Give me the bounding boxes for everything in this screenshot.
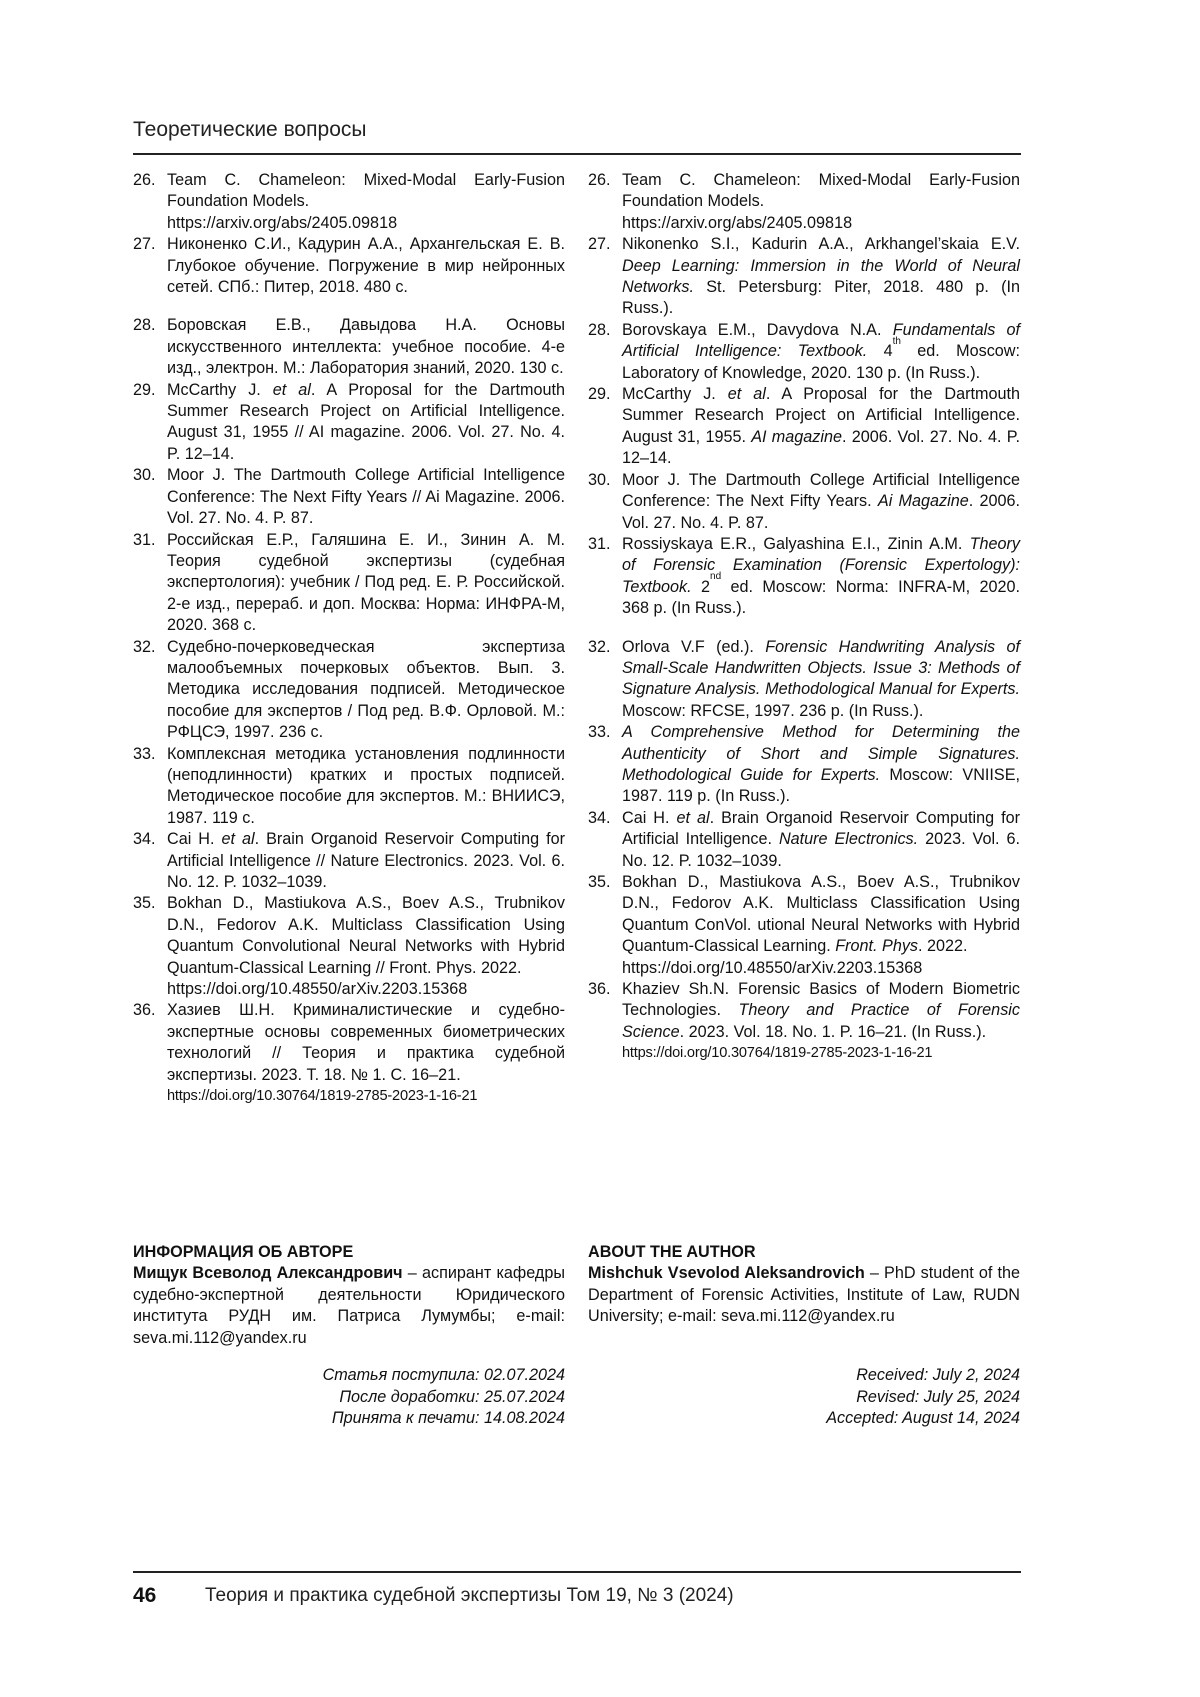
reference-text: Team C. Chameleon: Mixed-Modal Early-Fusion Foundation Models. bbox=[622, 171, 1020, 211]
reference-item bbox=[133, 530, 565, 637]
reference-number: 35. bbox=[133, 894, 156, 913]
reference-item bbox=[133, 380, 565, 466]
author-details: – PhD student of the Department of Forensic Activities, Institute of Law, RUDN University; e-mail: seva.mi.112@yandex.ru bbox=[588, 1264, 1020, 1326]
reference-text: 2023. Vol. 6. No. 12. P. 1032–1039. bbox=[622, 830, 1020, 870]
running-header: Теоретические вопросы bbox=[133, 118, 367, 141]
revised-date: Revised: July 25, 2024 bbox=[856, 1387, 1020, 1406]
article-dates-english bbox=[588, 1365, 1020, 1430]
journal-title: Теория и практика судебной экспертизы Том 19, № 3 (2024) bbox=[205, 1585, 734, 1606]
author-info-english bbox=[588, 1242, 1020, 1328]
reference-number: 32. bbox=[133, 637, 156, 656]
reference-text: Bokhan D., Mastiukova A.S., Boev A.S., Trubnikov D.N., Fedorov A.K. Multiclass Classification Using Quantum Convolutional Neural Networks with Hybrid Quantum-Classical Learning // Front. Phys. 2022. bbox=[167, 894, 565, 977]
reference-text: Bokhan D., Mastiukova A.S., Boev A.S., Trubnikov D.N., Fedorov A.K. Multiclass Classification Using Quantum ConVol. utional Neural Networks with Hybrid Quantum-Classical Learning. bbox=[622, 873, 1020, 956]
reference-link[interactable]: https://arxiv.org/abs/2405.09818 bbox=[167, 213, 398, 232]
reference-number: 30. bbox=[588, 470, 611, 489]
reference-text: . Brain Organoid Reservoir Computing for Artificial Intelligence. bbox=[622, 808, 1020, 849]
reference-item bbox=[588, 722, 1020, 808]
reference-link[interactable]: https://arxiv.org/abs/2405.09818 bbox=[622, 213, 853, 232]
reference-item bbox=[588, 384, 1020, 470]
reference-italic-text: et al bbox=[727, 385, 766, 404]
reference-item bbox=[588, 234, 1020, 320]
reference-text: Nikonenko S.I., Kadurin A.A., Arkhangel’skaia E.V. bbox=[622, 235, 1020, 254]
reference-text: Borovskaya E.M., Davydova N.A. bbox=[622, 320, 893, 339]
reference-italic-text: Theory of Forensic Examination (Forensic Expertology): Textbook. bbox=[622, 534, 1020, 596]
reference-text: Moor J. The Dartmouth College Artificial Intelligence Conference: The Next Fifty Years. bbox=[622, 470, 1020, 511]
reference-item bbox=[133, 465, 565, 529]
author-name: Мищук Всеволод Александрович bbox=[133, 1264, 403, 1283]
reference-text: Комплексная методика установления подлинности (неподлинности) кратких и простых подписей. Методическое пособие для экспертов. М.: ВНИИСЭ, 1987. 119 с. bbox=[167, 744, 565, 827]
reference-text: St. Petersburg: Piter, 2018. 480 p. (In Russ.). bbox=[622, 278, 1020, 318]
accepted-date: Accepted: August 14, 2024 bbox=[826, 1409, 1020, 1428]
reference-text: . 2006. Vol. 27. No. 4. P. 12–14. bbox=[622, 427, 1021, 468]
reference-item bbox=[133, 893, 565, 1000]
accepted-date: Принята к печати: 14.08.2024 bbox=[331, 1409, 565, 1428]
reference-text: . Brain Organoid Reservoir Computing for Artificial Intelligence // Nature Electronics. 2023. Vol. 6. No. 12. P. 1032–1039. bbox=[167, 830, 565, 891]
reference-number: 27. bbox=[133, 235, 156, 254]
reference-item bbox=[133, 1000, 565, 1107]
reference-item bbox=[588, 979, 1020, 1065]
reference-text: 2 bbox=[691, 577, 711, 596]
reference-text: Боровская Е.В., Давыдова Н.А. Основы искусственного интеллекта: учебное пособие. 4-е изд., электрон. М.: Лаборатория знаний, 2020. 130 с. bbox=[167, 316, 565, 378]
reference-text: . A Proposal for the Dartmouth Summer Research Project on Artificial Intelligence. August 31, 1955. bbox=[622, 385, 1020, 446]
reference-number: 31. bbox=[588, 534, 611, 553]
header-divider bbox=[133, 153, 1021, 155]
reference-number: 26. bbox=[133, 171, 156, 189]
ordinal-suffix: nd bbox=[710, 571, 722, 583]
page-number: 46 bbox=[133, 1584, 157, 1607]
reference-italic-text: A Comprehensive Method for Determining the Authenticity of Short and Simple Signatures. Methodological Guide for Experts. bbox=[622, 723, 1020, 784]
reference-text: . A Proposal for the Dartmouth Summer Research Project on Artificial Intelligence. August 31, 1955 // AI magazine. 2006. Vol. 27. No. 4. P. 12–14. bbox=[167, 380, 565, 463]
reference-number: 35. bbox=[588, 873, 611, 891]
author-details: – аспирант кафедры судебно-экспертной деятельности Юридического института РУДН им. Патриса Лумумбы; e-mail: seva.mi.112@yandex.ru bbox=[133, 1264, 565, 1347]
reference-italic-text: Nature Electronics. bbox=[778, 830, 919, 849]
reference-item bbox=[133, 829, 565, 893]
reference-text: Cai H. bbox=[167, 830, 222, 849]
author-info-russian bbox=[133, 1242, 565, 1349]
reference-item bbox=[133, 234, 565, 298]
reference-link[interactable]: https://doi.org/10.48550/arXiv.2203.15368 bbox=[622, 958, 923, 977]
reference-text: . 2006. Vol. 27. No. 4. P. 87. bbox=[622, 492, 1020, 532]
reference-number: 29. bbox=[588, 385, 611, 404]
reference-text: Moor J. The Dartmouth College Artificial Intelligence Conference: The Next Fifty Years // Ai Magazine. 2006. Vol. 27. No. 4. P. 87. bbox=[167, 466, 565, 528]
author-name: Mishchuk Vsevolod Aleksandrovich bbox=[588, 1264, 865, 1283]
reference-text: McCarthy J. bbox=[622, 385, 728, 404]
received-date: Received: July 2, 2024 bbox=[856, 1366, 1020, 1384]
footer-divider bbox=[133, 1571, 1021, 1573]
reference-item bbox=[133, 637, 565, 744]
reference-link[interactable]: https://doi.org/10.30764/1819-2785-2023-1-16-21 bbox=[167, 1088, 478, 1105]
references-list-english bbox=[588, 170, 1020, 1065]
reference-item bbox=[588, 808, 1020, 872]
reference-number: 28. bbox=[133, 316, 156, 335]
reference-italic-text: Ai Magazine bbox=[877, 492, 969, 511]
reference-italic-text: AI magazine bbox=[751, 427, 842, 446]
reference-item bbox=[133, 315, 565, 379]
reference-text: McCarthy J. bbox=[167, 380, 273, 399]
reference-item bbox=[588, 637, 1020, 723]
reference-text: Orlova V.F (ed.). bbox=[622, 637, 766, 656]
reference-italic-text: et al bbox=[221, 830, 255, 849]
author-heading: ИНФОРМАЦИЯ ОБ АВТОРЕ bbox=[133, 1243, 354, 1261]
reference-number: 26. bbox=[588, 171, 611, 189]
reference-italic-text: et al bbox=[272, 380, 311, 399]
reference-text: Rossiyskaya E.R., Galyashina E.I., Zinin A.M. bbox=[622, 534, 970, 553]
reference-italic-text: Front. Phys bbox=[835, 937, 919, 956]
reference-number: 34. bbox=[588, 808, 611, 827]
reference-number: 33. bbox=[133, 744, 156, 763]
reference-text: Khaziev Sh.N. Forensic Basics of Modern Biometric Technologies. bbox=[622, 980, 1020, 1020]
reference-number: 28. bbox=[588, 320, 611, 339]
reference-italic-text: Deep Learning: Immersion in the World of Neural Networks. bbox=[622, 256, 1020, 297]
reference-number: 31. bbox=[133, 530, 156, 549]
reference-number: 36. bbox=[588, 980, 611, 999]
reference-text: ed. Moscow: Norma: INFRA-M, 2020. 368 p. (In Russ.). bbox=[622, 577, 1020, 618]
reference-text: Судебно-почерковедческая экспертиза малообъемных почерковых объектов. Вып. 3. Методика исследования подписей. Методическое пособие для экспертов / Под ред. В.Ф. Орловой. М.: РФЦСЭ, 1997. 236 с. bbox=[167, 637, 565, 742]
ordinal-suffix: th bbox=[892, 335, 901, 347]
reference-text: Moscow: VNIISE, 1987. 119 p. (In Russ.). bbox=[622, 765, 1020, 806]
reference-item bbox=[588, 320, 1020, 384]
reference-text: 4 bbox=[867, 342, 893, 361]
reference-number: 32. bbox=[588, 637, 611, 656]
reference-link[interactable]: https://doi.org/10.48550/arXiv.2203.15368 bbox=[167, 980, 468, 999]
reference-text: . 2022. bbox=[918, 937, 968, 956]
references-list-russian bbox=[133, 170, 565, 1107]
reference-italic-text: et al bbox=[676, 808, 710, 827]
received-date: Статья поступила: 02.07.2024 bbox=[322, 1366, 565, 1384]
reference-italic-text: Fundamentals of Artificial Intelligence: Textbook. bbox=[622, 320, 1021, 361]
reference-text: ed. Moscow: Laboratory of Knowledge, 2020. 130 p. (In Russ.). bbox=[622, 342, 1020, 382]
reference-item bbox=[588, 534, 1020, 620]
reference-item bbox=[588, 470, 1020, 534]
reference-italic-text: Theory and Practice of Forensic Science bbox=[622, 1001, 1020, 1041]
reference-italic-text: Forensic Handwriting Analysis of Small-Scale Handwritten Objects. Issue 3: Methods of Signature Analysis. Methodological Manual for Experts. bbox=[622, 637, 1020, 699]
article-dates-russian bbox=[133, 1365, 565, 1430]
reference-item bbox=[588, 170, 1020, 234]
reference-text: Team C. Chameleon: Mixed-Modal Early-Fusion Foundation Models. bbox=[167, 171, 565, 211]
reference-number: 33. bbox=[588, 723, 611, 742]
reference-text: Moscow: RFCSE, 1997. 236 p. (In Russ.). bbox=[622, 701, 924, 720]
reference-number: 27. bbox=[588, 235, 611, 254]
reference-number: 29. bbox=[133, 380, 156, 399]
reference-link[interactable]: https://doi.org/10.30764/1819-2785-2023-1-16-21 bbox=[622, 1045, 933, 1062]
reference-item bbox=[133, 744, 565, 830]
reference-text: Cai H. bbox=[622, 808, 677, 827]
reference-number: 36. bbox=[133, 1001, 156, 1020]
reference-item bbox=[588, 872, 1020, 979]
reference-text: . 2023. Vol. 18. No. 1. P. 16–21. (In Russ.). bbox=[679, 1022, 987, 1041]
revised-date: После доработки: 25.07.2024 bbox=[339, 1387, 565, 1406]
reference-number: 34. bbox=[133, 830, 156, 849]
reference-text: Российская Е.Р., Галяшина Е. И., Зинин А. М. Теория судебной экспертизы (судебная экспертология): учебник / Под ред. Е. Р. Российской. 2-е изд., перераб. и доп. Москва: Норма: ИНФРА-М, 2020. 368 с. bbox=[167, 530, 565, 635]
reference-item bbox=[133, 170, 565, 234]
reference-text: Никоненко С.И., Кадурин А.А., Архангельская Е. В. Глубокое обучение. Погружение в мир нейронных сетей. СПб.: Питер, 2018. 480 с. bbox=[167, 235, 565, 297]
reference-number: 30. bbox=[133, 466, 156, 485]
reference-text: Хазиев Ш.Н. Криминалистические и судебно-экспертные основы современных биометрических технологий // Теория и практика судебной экспертизы. 2023. Т. 18. № 1. С. 16–21. bbox=[167, 1001, 565, 1084]
author-heading: ABOUT THE AUTHOR bbox=[588, 1243, 756, 1261]
